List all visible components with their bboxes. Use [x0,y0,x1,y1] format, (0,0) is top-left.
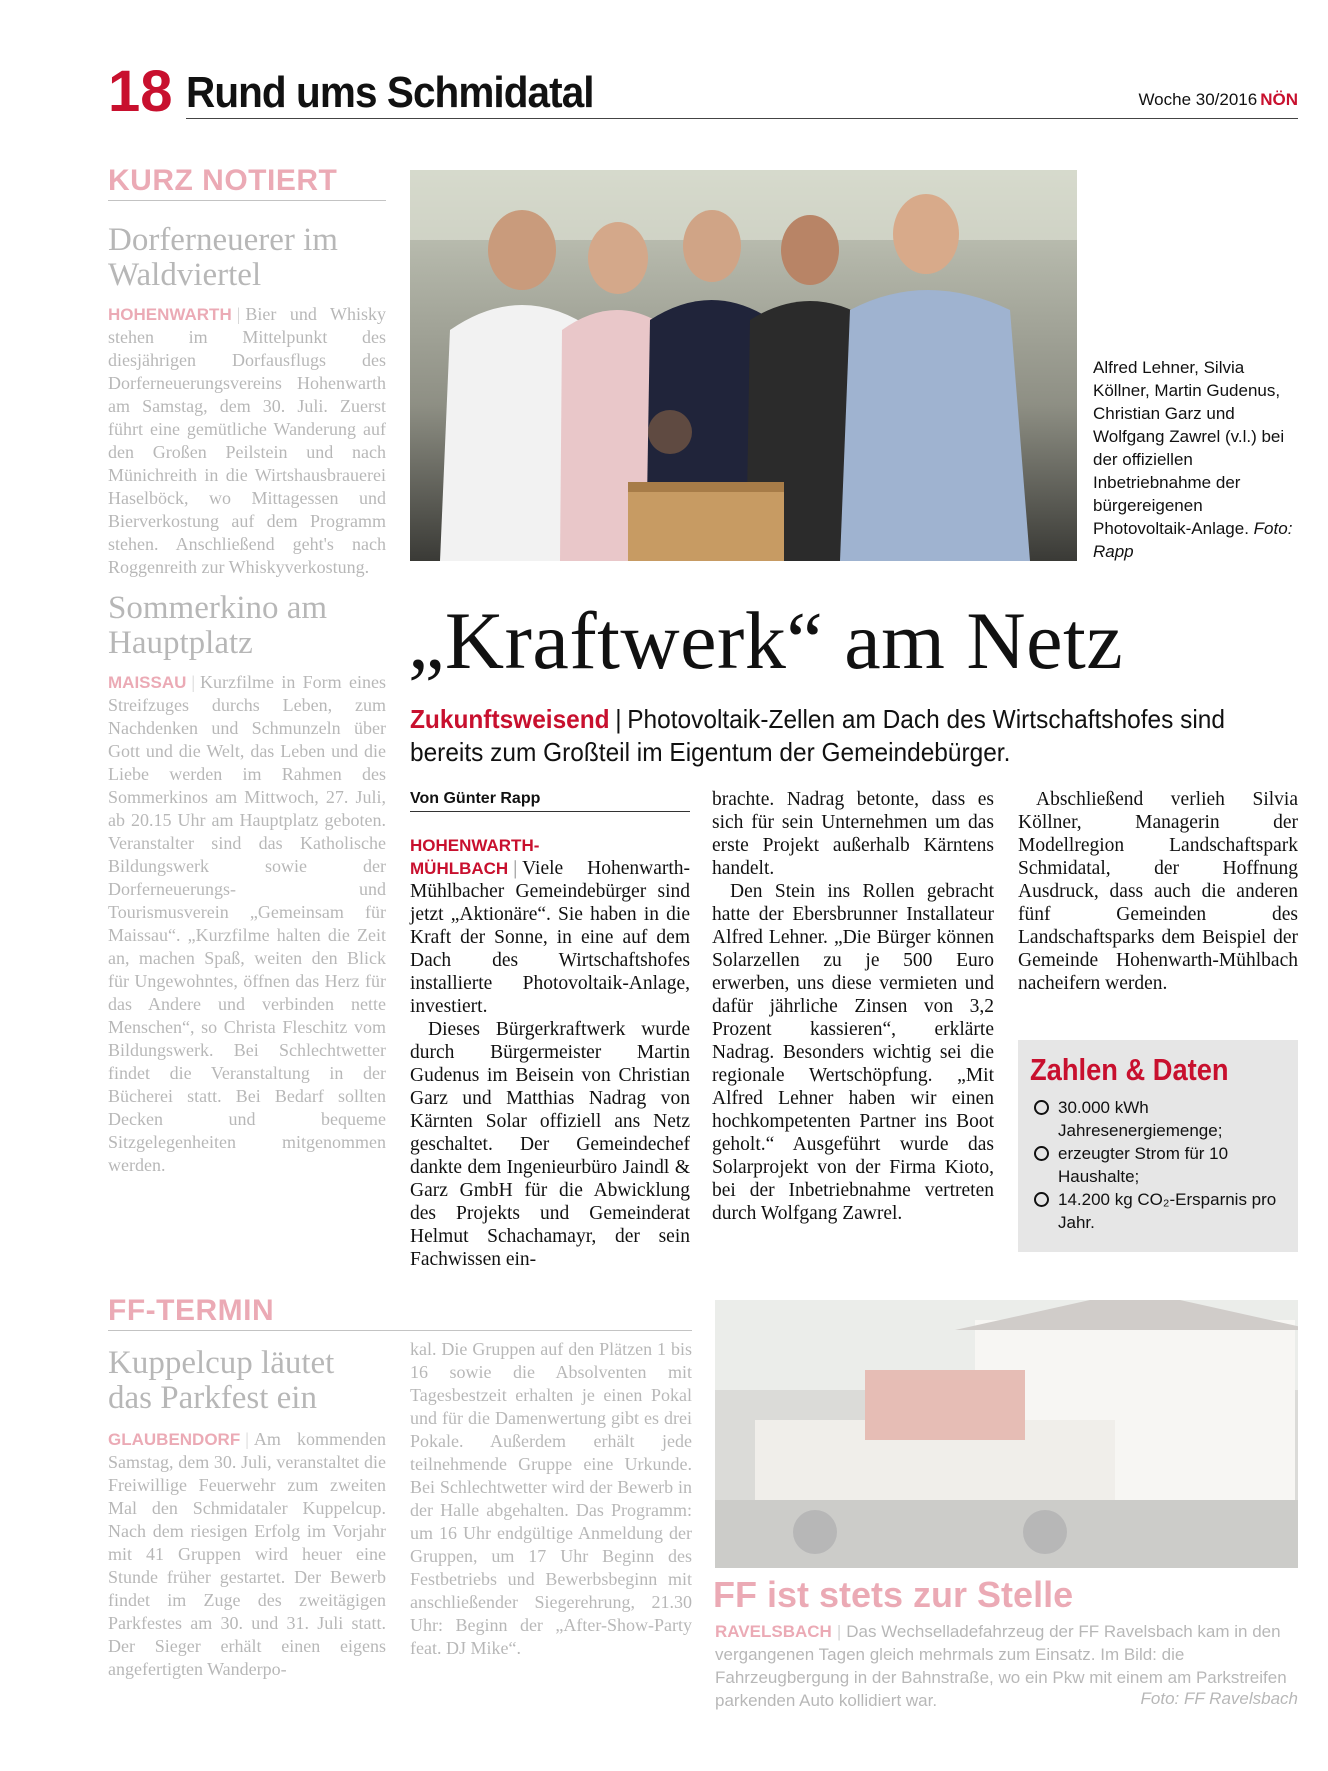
article-deck: Zukunftsweisend | Photovoltaik-Zellen am Dach des Wirtschaftshofes sind bereits zum Großteil im Eigentum der Gemeindebürger. [410,704,1225,767]
kurz-notiert-kicker: KURZ NOTIERT [108,164,338,197]
story1-body: HOHENWARTH | Bier und Whisky stehen im Mittelpunkt des diesjährigen Dorfausflugs des Dorferneuerungsvereins Hohenwarth am Samstag, dem 30. Juli. Zuerst führt eine gemütliche Wanderung auf den Großen Peilstein und nach Münichreith in die Wirtshausbrauerei Haselböck, wo Mittagessen und Bierverkostung auf dem Programm stehen. Anschließend geht's nach Roggenreith zur Whiskyverkostung. [108,304,386,577]
ff-body: RAVELSBACH | Das Wechselladefahrzeug der FF Ravelsbach kam in den vergangenen Tagen gleich mehrmals zum Einsatz. Im Bild: die Fahrzeugbergung in der Bahnstraße, wo ein Pkw mit einem am Parkstreifen parkenden Auto kollidiert war. [715,1622,1287,1710]
ff-termin-section [108,1294,692,1331]
circle-bullet-icon [1034,1146,1049,1161]
fire-truck-image [715,1300,1298,1568]
section-title: Rund ums Schmidatal [186,68,594,117]
article-column-2 [712,788,994,1225]
kicker-rule [108,1330,692,1331]
photo-caption [1093,356,1298,563]
story2-text: Kurzfilme in Form eines Streifzuges durchs Leben, zum Nachdenken und Schmunzeln über Gott und die Welt, das Leben und die Liebe werden im Rahmen des Sommerkinos am Mittwoch, 27. Juli, ab 20.15 Uhr am Hauptplatz geboten. Veranstalter sind das Katholische Bildungswerk sowie der Dorferneuerungs- und Tourismusverein „Gemeinsam für Maissau“. „Kurzfilme halten die Zeit an, machen Spaß, weiten den Blick für Ungewohntes, öffnen das Herz für das Andere und verbinden nette Menschen“, so Christa Fleschitz vom Bildungswerk. Bei Schlechtwetter findet die Veranstaltung in der Bücherei statt. Bei Bedarf sollten Decken und bequeme Sitzgelegenheiten mitgenommen werden. [108,672,386,1175]
article-column-1 [410,834,690,1271]
photo-credit: Foto: Rapp [1093,519,1293,561]
col1-paragraph-2: Dieses Bürgerkraftwerk wurde durch Bürgermeister Martin Gudenus im Beisein von Christian Garz und Matthias Nadrag von Kärnten Solar offiziell ans Netz geschaltet. Der Gemeindechef dankte dem Ingenieurbüro Jaindl & Garz GmbH für die Abwicklung des Projekts und Gemeinderat Helmut Schachamayr, der sein Fachwissen ein- [410,1019,690,1270]
issue-week: Woche 30/2016 [1138,90,1258,109]
factbox-list [1030,1096,1286,1234]
issue-label [1138,90,1298,110]
main-photo [410,170,1077,561]
page-number: 18 [108,59,173,124]
factbox-item [1030,1188,1286,1234]
kuppelcup-text-1: Am kommenden Samstag, dem 30. Juli, veranstaltet die Freiwillige Feuerwehr zum zweiten Mal den Schmidataler Kuppelcup. Nach dem riesigen Erfolg im Vorjahr mit 41 Gruppen wird heuer eine Stunde früher gestartet. Der Bewerb findet im Zuge des zweitägigen Parkfestes am 30. und 31. Juli statt. Der Sieger erhält einen eigens angefertigten Wanderpo- [108,1429,386,1679]
ff-photo [715,1300,1298,1568]
circle-bullet-icon [1034,1192,1049,1207]
factbox-item [1030,1096,1286,1142]
left-column [108,164,386,1177]
article-headline: „Kraftwerk“ am Netz [408,595,1124,686]
factbox-item-text: 30.000 kWh Jahresenergiemenge; [1058,1098,1223,1140]
story1-dateline: HOHENWARTH [108,305,232,324]
deck-text: Photovoltaik-Zellen am Dach des Wirtschaftshofes sind bereits zum Großteil im Eigentum der Gemeindebürger. [410,704,1225,767]
brand-logo: NÖN [1260,90,1298,109]
factbox-title: Zahlen & Daten [1030,1052,1229,1087]
deck-keyword: Zukunftsweisend [410,704,610,734]
factbox-item [1030,1142,1286,1188]
ff-headline: FF ist stets zur Stelle [713,1574,1074,1615]
ff-photo-credit: Foto: FF Ravelsbach [1140,1689,1298,1708]
story2-body: MAISSAU | Kurzfilme in Form eines Streifzuges durchs Leben, zum Nachdenken und Schmunzeln über Gott und die Welt, das Leben und die Liebe werden im Rahmen des Sommerkinos am Mittwoch, 27. Juli, ab 20.15 Uhr am Hauptplatz geboten. Veranstalter sind das Katholische Bildungswerk sowie der Dorferneuerungs- und Tourismusverein „Gemeinsam für Maissau“. „Kurzfilme halten die Zeit an, machen Spaß, weiten den Blick für Ungewohntes, öffnen das Herz für das Andere und verbinden nette Menschen“, so Christa Fleschitz vom Bildungswerk. Bei Schlechtwetter findet die Veranstaltung in der Bücherei statt. Bei Bedarf sollten Decken und bequeme Sitzgelegenheiten mitgenommen werden. [108,672,386,1175]
kicker-rule [108,200,386,201]
col2-paragraph-1: brachte. Nadrag betonte, dass es sich für sein Unternehmen um das erste Projekt außerhalb Kärntens handelt. [712,789,994,879]
col1-p1-text: Viele Hohenwarth-Mühlbacher Gemeindebürger sind jetzt „Aktionäre“. Sie haben in die Kraft der Sonne, in eine auf dem Dach des Wirtschaftshofes installierte Photovoltaik-Anlage, investiert. [410,858,690,1017]
factbox-item-text: erzeugter Strom für 10 Haushalte; [1058,1144,1229,1186]
ff-termin-kicker: FF-TERMIN [108,1294,275,1327]
article-dateline: HOHENWARTH-MÜHLBACH [410,836,540,878]
ff-dateline: RAVELSBACH [715,1622,832,1641]
story1-headline: Dorferneuerer im Waldviertel [108,222,338,293]
factbox [1018,1040,1298,1252]
ff-text: Das Wechselladefahrzeug der FF Ravelsbach kam in den vergangenen Tagen gleich mehrmals zum Einsatz. Im Bild: die Fahrzeugbergung in der Bahnstraße, wo ein Pkw mit einem am Parkstreifen parkenden Auto kollidiert war. [715,1622,1287,1710]
story1-text: Bier und Whisky stehen im Mittelpunkt des diesjährigen Dorfausflugs des Dorferneuerungsvereins Hohenwarth am Samstag, dem 30. Juli. Zuerst führt eine gemütliche Wanderung auf den Großen Peilstein und nach Münichreith in die Wirtshausbrauerei Haselböck, wo Mittagessen und Bierverkostung auf dem Programm stehen. Anschließend geht's nach Roggenreith zur Whiskyverkostung. [108,304,386,577]
caption-text: Alfred Lehner, Silvia Köllner, Martin Gudenus, Christian Garz und Wolfgang Zawrel (v.l.) bei der offiziellen Inbetriebnahme der bürgereigenen Photovoltaik-Anlage. [1093,358,1285,538]
header-rule [186,118,1298,119]
kuppelcup-story [108,1346,386,1681]
col1-paragraph-1: HOHENWARTH-MÜHLBACH | Viele Hohenwarth-Mühlbacher Gemeindebürger sind jetzt „Aktionäre“. Sie haben in die Kraft der Sonne, in eine auf dem Dach des Wirtschaftshofes installierte Photovoltaik-Anlage, investiert. [410,836,690,1017]
col3-paragraph-1: Abschließend verlieh Silvia Köllner, Managerin der Modellregion Landschaftspark Schmidatal, der Hoffnung Ausdruck, dass auch die anderen fünf Gemeinden des Landschaftsparks dem Beispiel der Gemeinde Hohenwarth-Mühlbach nacheifern werden. [1018,789,1298,994]
photo-group-image [410,170,1077,561]
circle-bullet-icon [1034,1100,1049,1115]
kuppelcup-headline: Kuppelcup läutet das Parkfest ein [108,1345,335,1416]
byline: Von Günter Rapp [410,790,690,812]
kuppelcup-body-col2: kal. Die Gruppen auf den Plätzen 1 bis 16 sowie die Absolventen mit Tagesbestzeit erhalten je einen Pokal und für die Damenwertung gibt es drei Pokale. Außerdem erhält jede teilnehmende Gruppe eine Urkunde. Bei Schlechtwetter wird der Bewerb in der Halle abgehalten. Das Programm: um 16 Uhr endgültige Anmeldung der Gruppen, um 17 Uhr Beginn des Festbetriebs und Bewerbsbeginn mit anschließender Siegerehrung, 21.30 Uhr: Beginn der „After-Show-Party feat. DJ Mike“. [410,1339,692,1658]
factbox-item-text: 14.200 kg CO₂-Ersparnis pro Jahr. [1058,1190,1277,1232]
col2-paragraph-2: Den Stein ins Rollen gebracht hatte der Ebersbrunner Installateur Alfred Lehner. „Die Bürger können Solarzellen zu je 500 Euro erwerben, uns diese vermieten und dafür jährliche Zinsen von 3,2 Prozent kassieren“, erklärte Nadrag. Besonders wichtig sei die regionale Wertschöpfung. „Mit Alfred Lehner haben wir einen hochkompetenten Partner ins Boot geholt.“ Ausgeführt wurde das Solarprojekt von der Firma Kioto, bei der Inbetriebnahme vertreten durch Wolfgang Zawrel. [712,881,994,1224]
kuppelcup-body-col1: GLAUBENDORF | Am kommenden Samstag, dem 30. Juli, veranstaltet die Freiwillige Feuerwehr zum zweiten Mal den Schmidataler Kuppelcup. Nach dem riesigen Erfolg im Vorjahr mit 41 Gruppen wird heuer eine Stunde früher gestartet. Der Bewerb findet im Zuge des zweitägigen Parkfestes am 30. und 31. Juli statt. Der Sieger erhält einen eigens angefertigten Wanderpo- [108,1429,386,1679]
story2-dateline: MAISSAU [108,673,187,692]
kuppelcup-dateline: GLAUBENDORF [108,1430,241,1449]
article-column-3 [1018,788,1298,995]
story2-headline: Sommerkino am Hauptplatz [108,590,328,661]
